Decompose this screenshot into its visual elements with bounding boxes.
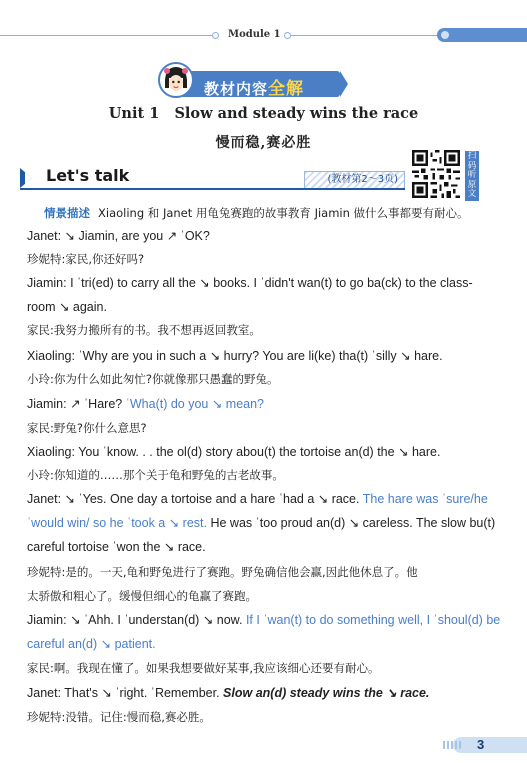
dialogue-line: Xiaoling: ˈWhy are you in such a ↘ hurry? You are li(ke) tha(t) ˈsilly ↘ hare. [27,349,443,363]
dialogue-segment: Janet: That's ↘ ˈright. ˈRemember. [27,686,224,700]
dialogue-segment-highlight: The hare was ˈsure/he [362,492,488,506]
girl-avatar-icon [158,62,194,100]
translation-line: 珍妮特:没错。记住:慢而稳,赛必胜。 [27,710,211,724]
banner-title-main: 教材内容 [204,80,269,98]
dialogue-segment: Jiamin: ↗ ˈHare? [27,397,126,411]
dialogue-segment-highlight: ˈWha(t) do you ↘ mean? [125,397,265,411]
dialogue-segment-highlight: ˈwould win/ so he ˈtook a ↘ rest. [27,516,207,530]
page-number: 3 [477,737,485,752]
dialogue-line: careful tortoise ˈwon the ↘ race. [27,540,206,554]
dialogue-line-highlight: careful an(d) ↘ patient. [27,637,156,651]
scene-text: Xiaoling 和 Janet 用龟兔赛跑的故事教育 Jiamin 做什么事都要有耐心。 [98,206,469,220]
dialogue-line [27,613,500,628]
footer-accent-bar [453,737,527,753]
translation-line: 家民:啊。我现在懂了。如果我想要做好某事,我应该细心还要有耐心。 [27,661,380,675]
translation-line: 家民:野兔?你什么意思? [27,421,147,435]
qr-caption: 扫码听原文 [465,151,479,201]
header-dot-right [284,32,291,39]
translation-line: 太骄傲和粗心了。缓慢但细心的龟赢了赛跑。 [27,589,257,603]
dialogue-line: Xiaoling: You ˈknow. . . the ol(d) story abou(t) the tortoise an(d) the ↘ hare. [27,445,441,459]
dialogue-line: room ↘ again. [27,300,107,314]
section-rule [20,188,405,190]
banner-title-accent: 全解 [268,79,305,99]
header-rule-right [291,35,437,36]
dialogue-segment: Jiamin: ↘ ˈAhh. I ˈunderstan(d) ↘ now. [27,613,246,627]
dialogue-segment-highlight: If I ˈwan(t) to do something well, I ˈshoul(d) be [245,613,501,627]
dialogue-line [27,397,264,412]
dialogue-segment: Janet: ↘ ˈYes. One day a tortoise and a hare ˈhad a ↘ race. [27,492,363,506]
translation-line: 珍妮特:家民,你还好吗? [27,252,145,266]
header-rule-left [0,35,212,36]
scene-line [44,206,469,221]
dialogue-line: Janet: ↘ Jiamin, are you ↗ ˈOK? [27,229,210,243]
unit-title: Unit 1 Slow and steady wins the race [108,105,419,122]
qr-code-icon[interactable] [412,150,460,198]
content-banner [158,62,344,100]
module-label: Module 1 [228,29,281,40]
dialogue-segment: He was ˈtoo proud an(d) ↘ careless. The slow bu(t) [207,516,496,530]
section-header [20,166,405,190]
unit-subtitle: 慢而稳,赛必胜 [215,135,312,151]
translation-line: 小玲:你知道的……那个关于龟和野兔的古老故事。 [27,468,284,482]
scene-tag: 情景描述 [44,206,90,220]
dialogue-line [27,516,495,531]
translation-line: 珍妮特:是的。一天,龟和野兔进行了赛跑。野兔确信他会赢,因此他休息了。他 [27,565,418,579]
translation-line: 家民:我努力搬所有的书。我不想再返回教室。 [27,323,261,337]
header-accent-bar [437,28,527,42]
header-dot-left [212,32,219,39]
banner-title [204,74,304,99]
dialogue-segment-emphasis: Slow an(d) steady wins the ↘ race. [223,686,430,700]
dialogue-line [27,492,488,507]
translation-line: 小玲:你为什么如此匆忙?你就像那只愚蠢的野兔。 [27,372,279,386]
textbook-page-ref: (教材第2～3页) [304,171,405,189]
dialogue-line [27,686,429,701]
dialogue-line: Jiamin: I ˈtri(ed) to carry all the ↘ books. I ˈdidn't wan(t) to go ba(ck) to the class- [27,276,473,290]
section-title: Let's talk [46,166,130,185]
chevron-inner-icon [25,172,32,184]
